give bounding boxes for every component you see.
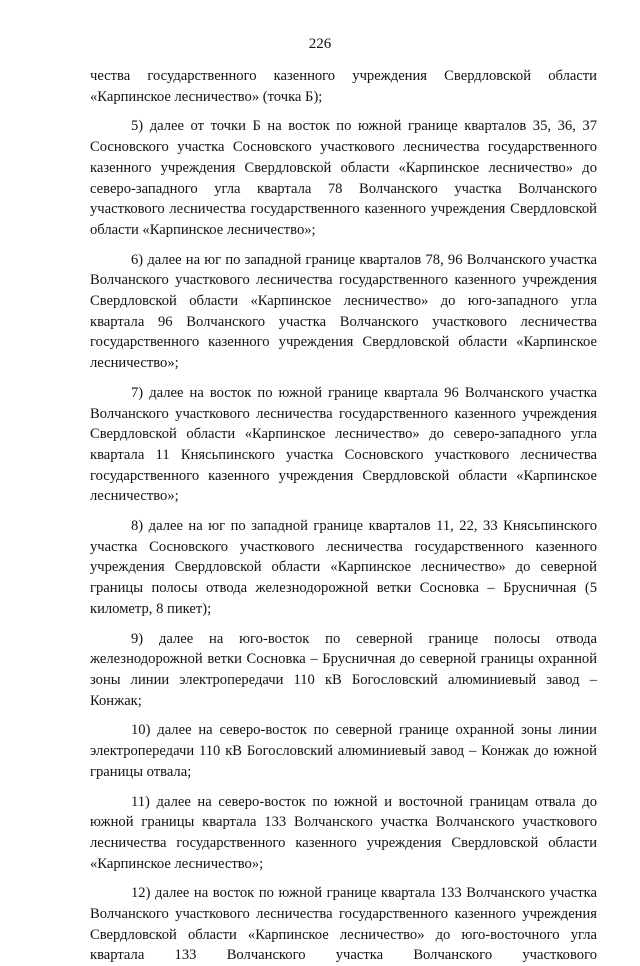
paragraph-item-10: 10) далее на северо-восток по северной границе охранной зоны линии электропередачи 110 кВ Богословский алюминиевый завод – Конжак до южной границы отвала; xyxy=(90,722,597,780)
paragraph-item-5: 5) далее от точки Б на восток по южной границе кварталов 35, 36, 37 Сосновского участка Сосновского участкового лесничества государственного казенного учреждения Свердловской области «Карпинское лесничество» до северо-западного угла квартала 78 Волчанского участка Волчанского участкового лесничества государственного казенного учреждения Свердловской области «Карпинское лесничество»; xyxy=(90,118,597,238)
paragraph-item-9: 9) далее на юго-восток по северной границе полосы отвода железнодорожной ветки Сосновка – Брусничная до северной границы охранной зоны линии электропередачи 110 кВ Богословский алюминиевый завод – Конжак; xyxy=(90,630,597,709)
document-body xyxy=(90,66,597,966)
page-number: 226 xyxy=(308,36,332,52)
paragraph-item-11: 11) далее на северо-восток по южной и восточной границам отвала до южной границы квартала 133 Волчанского участка Волчанского участкового лесничества государственного казенного учреждения Свердловской области «Карпинское лесничество»; xyxy=(90,793,597,872)
paragraph-continuation: чества государственного казенного учреждения Свердловской области «Карпинское лесничество» (точка Б); xyxy=(90,68,597,105)
paragraph-item-8: 8) далее на юг по западной границе кварталов 11, 22, 33 Княсьпинского участка Сосновского участкового лесничества государственного казенного учреждения Свердловской области «Карпинское лесничество» до северной границы полосы отвода железнодорожной ветки Сосновка – Брусничная (5 километр, 8 пикет); xyxy=(90,518,597,617)
paragraph-item-12: 12) далее на восток по южной границе квартала 133 Волчанского участка Волчанского участкового лесничества государственного казенного учреждения Свердловской области «Карпинское лесничество» до юго-восточного угла квартала 133 Волчанского участка Волчанского участкового xyxy=(90,885,597,964)
paragraph-item-7: 7) далее на восток по южной границе квартала 96 Волчанского участка Волчанского участкового лесничества государственного казенного учреждения Свердловской области «Карпинское лесничество» до северо-западного угла квартала 11 Княсьпинского участка Сосновского участкового лесничества государственного казенного учреждения Свердловской области «Карпинское лесничество»; xyxy=(90,384,597,505)
paragraph-item-6: 6) далее на юг по западной границе кварталов 78, 96 Волчанского участка Волчанского участкового лесничества государственного казенного учреждения Свердловской области «Карпинское лесничество» до юго-западного угла квартала 96 Волчанского участка Волчанского участкового лесничества государственного казенного учреждения Свердловской области «Карпинское лесничество»; xyxy=(90,251,597,372)
